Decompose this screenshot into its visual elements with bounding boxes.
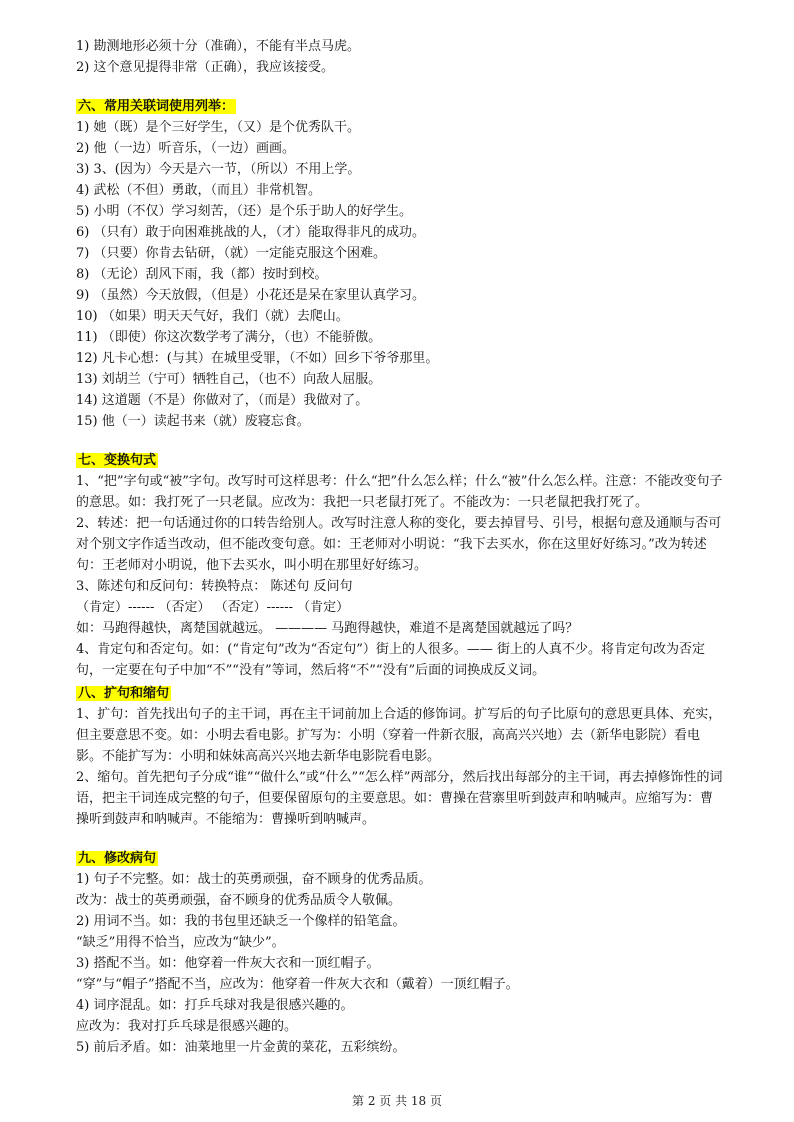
paragraph: （肯定）------ （否定） （否定）------ （肯定）	[76, 600, 350, 615]
section-heading-9	[76, 848, 724, 869]
list-item: 5) 小明（不仅）学习刻苦，（还）是个乐于助人的好学生。	[76, 204, 412, 219]
paragraph: 如：马跑得越快，离楚国就越远。 ———— 马跑得越快，难道不是离楚国就越远了吗？	[76, 621, 579, 636]
list-item: 4) 词序混乱。如：打乒乓球对我是很感兴趣的。	[76, 998, 354, 1013]
section-title: 八、扩句和缩句	[78, 686, 170, 701]
list-item: 1) 句子不完整。如：战士的英勇顽强，奋不顾身的优秀品质。	[76, 872, 432, 887]
list-item: 1) 她（既）是个三好学生，（又）是个优秀队干。	[76, 120, 360, 135]
section-gap	[76, 432, 724, 440]
list-item: “缺乏”用得不恰当，应改为“缺少”。	[76, 935, 285, 950]
list-item: 1) 勘测地形必须十分（准确），不能有半点马虎。	[76, 39, 360, 54]
list-item: 10) （如果）明天天气好，我们（就）去爬山。	[76, 309, 349, 324]
page-content	[76, 36, 724, 1058]
list-item: 7) （只要）你肯去钻研，（就）一定能克服这个困难。	[76, 246, 386, 261]
section-heading-8	[76, 683, 724, 704]
paragraph: 4、肯定句和否定句。如：(“肯定句”改为“否定句”）街上的人很多。—— 街上的人真不少。将肯定句改为否定句，一定要在句子中加“不”“没有”等词，然后将“不”“没有”后面的词换成反义词。	[76, 642, 706, 678]
paragraph: 1、“把”字句或“被”字句。改写时可这样思考：什么“把”什么怎么样；什么“被”什么怎么样。注意：不能改变句子的意思。如：我打死了一只老鼠。应改为：我把一只老鼠打死了。不能改为：一只老鼠把我打死了。	[76, 474, 723, 510]
list-item: 6) （只有）敢于向困难挑战的人，（才）能取得非凡的成功。	[76, 225, 425, 240]
list-item: 5) 前后矛盾。如：油菜地里一片金黄的菜花，五彩缤纷。	[76, 1040, 406, 1055]
list-item: 2) 这个意见提得非常（正确），我应该接受。	[76, 60, 334, 75]
list-item: 15) 他（一）读起书来（就）废寝忘食。	[76, 414, 310, 429]
section-gap	[76, 78, 724, 86]
list-item: 13) 刘胡兰（宁可）牺牲自己，（也不）向敌人屈服。	[76, 372, 382, 387]
list-item: “穿”与“帽子”搭配不当，应改为：他穿着一件灰大衣和（戴着）一顶红帽子。	[76, 977, 519, 992]
section-title: 七、变换句式	[78, 453, 157, 468]
section-heading-7	[76, 450, 724, 471]
paragraph: 1、扩句：首先找出句子的主干词，再在主干词前加上合适的修饰词。扩写后的句子比原句的意思更具体、充实，但主要意思不变。如：小明去看电影。扩写为：小明（穿着一件新衣服，高高兴兴地）去（新华电影院）看电影。不能扩写为：小明和妹妹高高兴兴地去新华电影院看电影。	[76, 707, 722, 764]
list-item: 2) 用词不当。如：我的书包里还缺乏一个像样的铅笔盒。	[76, 914, 406, 929]
list-item: 12) 凡卡心想：(与其）在城里受罪，（不如）回乡下爷爷那里。	[76, 351, 439, 366]
list-item: 14) 这道题（不是）你做对了，（而是）我做对了。	[76, 393, 369, 408]
list-item: 3) 3、(因为）今天是六一节，（所以）不用上学。	[76, 162, 361, 177]
list-item: 改为：战士的英勇顽强，奋不顾身的优秀品质令人敬佩。	[76, 893, 402, 908]
list-item: 应改为：我对打乒乓球是很感兴趣的。	[76, 1019, 298, 1034]
list-item: 9) （虽然）今天放假，（但是）小花还是呆在家里认真学习。	[76, 288, 425, 303]
section-title: 九、修改病句	[78, 851, 157, 866]
paragraph: 3、陈述句和反问句：转换特点： 陈述句 反问句	[76, 579, 353, 594]
list-item: 4) 武松（不但）勇敢，（而且）非常机智。	[76, 183, 321, 198]
list-item: 3) 搭配不当。如：他穿着一件灰大衣和一顶红帽子。	[76, 956, 380, 971]
paragraph: 2、转述：把一句话通过你的口转告给别人。改写时注意人称的变化，要去掉冒号、引号，根据句意及通顺与否可对个别文字作适当改动，但不能改变句意。如：王老师对小明说：“我下去买水，你在这里好好练习。”改为转述句：王老师对小明说，他下去买水，叫小明在那里好好练习。	[76, 516, 722, 573]
list-item: 11) （即使）你这次数学考了满分，（也）不能骄傲。	[76, 330, 382, 345]
list-item: 8) （无论）刮风下雨，我（都）按时到校。	[76, 267, 328, 282]
paragraph: 2、缩句。首先把句子分成“谁”“做什么”或“什么”“怎么样”两部分，然后找出每部分的主干词，再去掉修饰性的词语，把主干词连成完整的句子，但要保留原句的主要意思。如：曹操在营寨里听到鼓声和呐喊声。应缩写为：曹操听到鼓声和呐喊声。不能缩为：曹操听到呐喊声。	[76, 770, 723, 827]
page-footer: 第 2 页 共 18 页	[352, 1094, 442, 1108]
section-heading-6	[76, 96, 724, 117]
section-gap	[76, 830, 724, 838]
section-title: 六、常用关联词使用列举：	[78, 99, 235, 114]
list-item: 2) 他（一边）听音乐，（一边）画画。	[76, 141, 295, 156]
